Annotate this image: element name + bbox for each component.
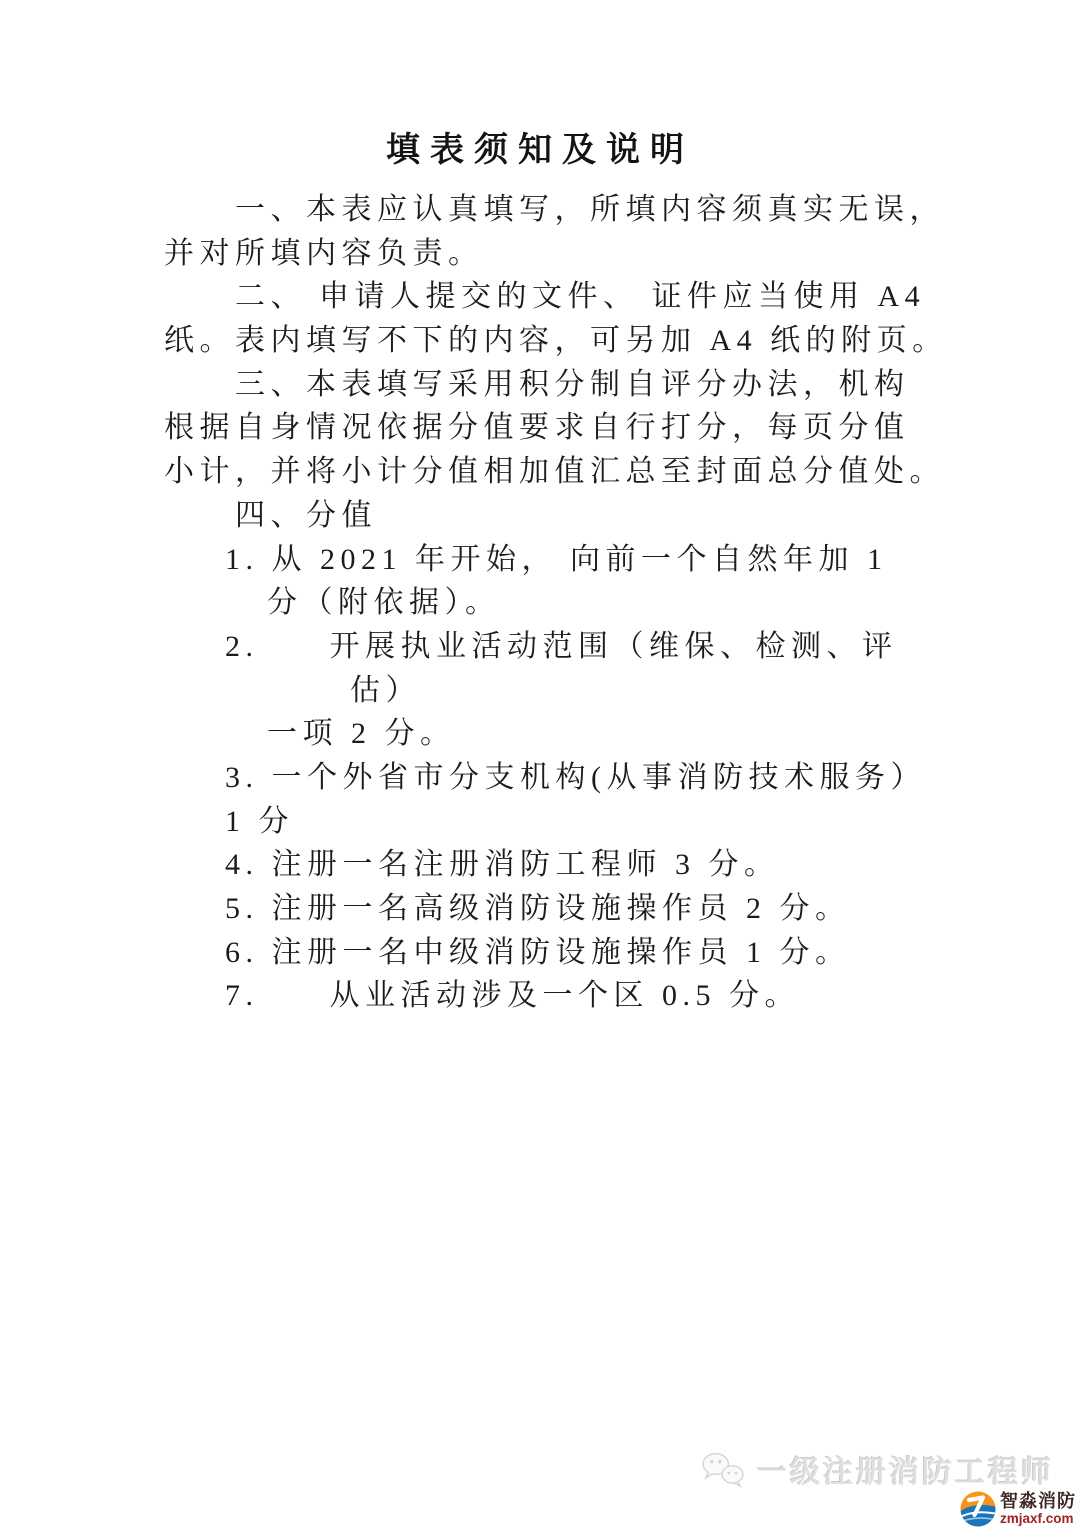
doc-line: 分（附依据）。 — [267, 586, 501, 620]
doc-line: 纸。表内填写不下的内容，可另加 A4 纸的附页。 — [164, 324, 948, 358]
doc-line: 6. 注册一名中级消防设施操作员 1 分。 — [225, 935, 851, 969]
zhimiao-logo-icon — [960, 1491, 996, 1527]
doc-line: 三、本表填写采用积分制自评分办法，机构 — [235, 367, 910, 401]
doc-line: 四、分值 — [235, 498, 377, 532]
watermark-label: 一级注册消防工程师 — [757, 1456, 1054, 1489]
doc-line: 5. 注册一名高级消防设施操作员 2 分。 — [225, 892, 851, 925]
doc-line: 根据自身情况依据分值要求自行打分，每页分值 — [164, 411, 910, 445]
brand-name: 智淼消防 — [1000, 1491, 1076, 1512]
doc-line: 2. 开展执业活动范围（维保、检测、评 — [225, 629, 898, 663]
brand-domain: zmjaxf.com — [1000, 1511, 1074, 1527]
doc-line: 二、 申请人提交的文件、 证件应当使用 A4 — [235, 280, 926, 314]
doc-line: 一、本表应认真填写，所填内容须真实无误， — [235, 193, 945, 226]
wechat-icon — [699, 1450, 747, 1488]
doc-line: 估） — [350, 673, 421, 707]
doc-line: 一项 2 分。 — [267, 717, 456, 751]
doc-line: 1. 从 2021 年开始， 向前一个自然年加 1 — [225, 542, 888, 576]
doc-line: 7. 从业活动涉及一个区 0.5 分。 — [225, 979, 800, 1013]
document-body — [164, 188, 948, 1018]
doc-line: 并对所填内容负责。 — [164, 236, 484, 270]
wechat-watermark — [699, 1447, 1054, 1491]
doc-line: 3. 一个外省市分支机构(从事消防技术服务） — [225, 760, 926, 794]
page-title: 填表须知及说明 — [386, 132, 694, 169]
doc-line: 4. 注册一名注册消防工程师 3 分。 — [225, 848, 780, 882]
zhimiao-brand — [960, 1491, 1076, 1527]
doc-line: 小计，并将小计分值相加值汇总至封面总分值处。 — [164, 455, 945, 489]
doc-line: 1 分 — [225, 804, 294, 838]
